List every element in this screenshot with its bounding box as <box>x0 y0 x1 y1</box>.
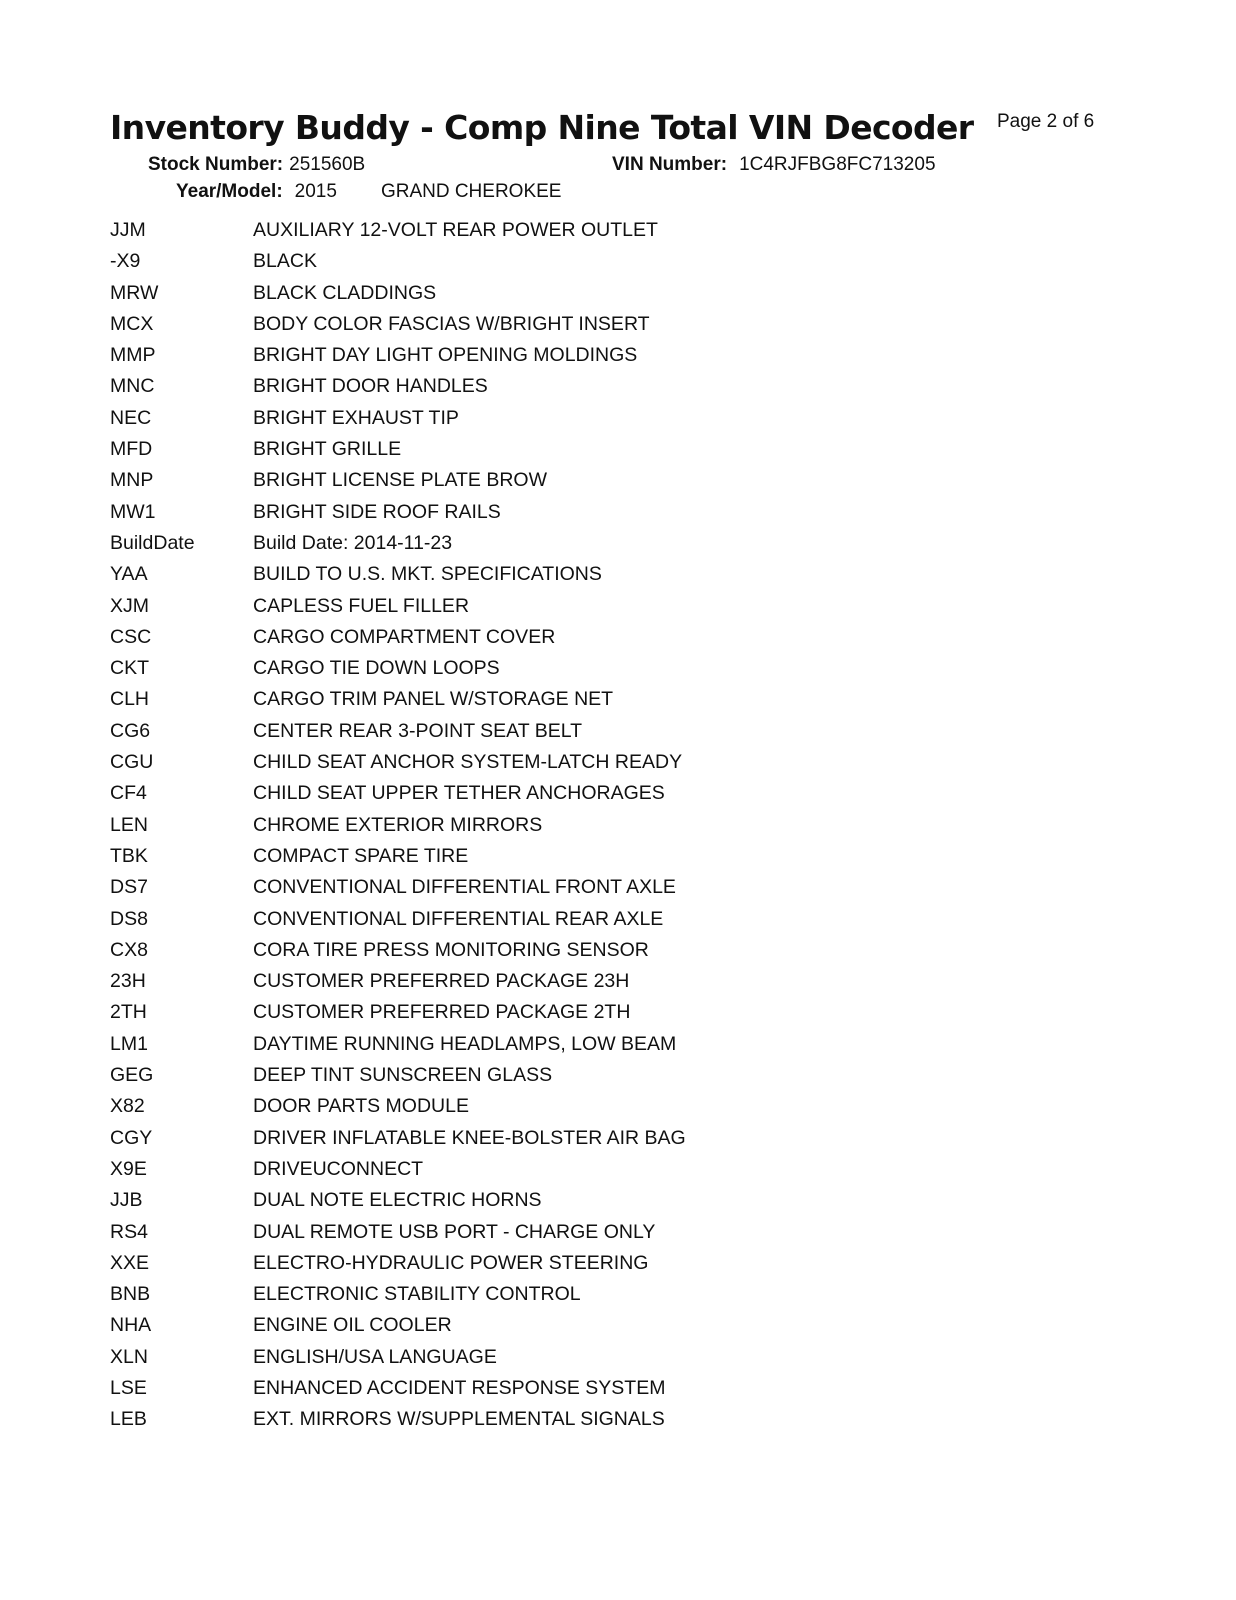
option-description: CAPLESS FUEL FILLER <box>253 594 470 617</box>
list-item <box>110 281 810 312</box>
option-description: BUILD TO U.S. MKT. SPECIFICATIONS <box>253 563 602 586</box>
list-item <box>110 249 810 280</box>
option-code: MFD <box>110 438 153 461</box>
option-code: RS4 <box>110 1220 148 1243</box>
list-item <box>110 1126 810 1157</box>
option-code: LSE <box>110 1376 147 1399</box>
list-item <box>110 687 810 718</box>
option-code: CG6 <box>110 719 151 742</box>
vin-number-label: VIN Number: <box>612 154 728 175</box>
option-code: 23H <box>110 970 146 993</box>
option-code: MNC <box>110 375 155 398</box>
option-description: CARGO TRIM PANEL W/STORAGE NET <box>253 688 614 711</box>
list-item <box>110 1313 810 1344</box>
option-description: ENHANCED ACCIDENT RESPONSE SYSTEM <box>253 1376 666 1399</box>
list-item <box>110 938 810 969</box>
list-item <box>110 406 810 437</box>
option-description: ENGINE OIL COOLER <box>253 1314 452 1337</box>
option-code: MNP <box>110 469 154 492</box>
list-item <box>110 1251 810 1282</box>
list-item <box>110 969 810 1000</box>
option-code: NEC <box>110 406 152 429</box>
option-code: LEB <box>110 1408 147 1431</box>
option-code: JJB <box>110 1189 143 1212</box>
list-item <box>110 1220 810 1251</box>
list-item <box>110 844 810 875</box>
option-description: COMPACT SPARE TIRE <box>253 844 469 867</box>
option-description: CONVENTIONAL DIFFERENTIAL FRONT AXLE <box>253 876 676 899</box>
list-item <box>110 1376 810 1407</box>
option-description: ENGLISH/USA LANGUAGE <box>253 1345 497 1368</box>
year-value: 2015 <box>294 181 337 202</box>
option-description: CARGO TIE DOWN LOOPS <box>253 657 500 680</box>
option-description: BRIGHT GRILLE <box>253 438 402 461</box>
list-item <box>110 875 810 906</box>
vin-number <box>612 154 936 176</box>
vin-number-value: 1C4RJFBG8FC713205 <box>739 154 936 175</box>
option-description: CORA TIRE PRESS MONITORING SENSOR <box>253 938 649 961</box>
option-code: DS8 <box>110 907 148 930</box>
option-code: JJM <box>110 219 146 241</box>
list-item <box>110 719 810 750</box>
option-description: DUAL REMOTE USB PORT - CHARGE ONLY <box>253 1220 656 1243</box>
list-item <box>110 343 810 374</box>
option-description: DEEP TINT SUNSCREEN GLASS <box>253 1064 553 1087</box>
list-item <box>110 1282 810 1313</box>
list-item <box>110 594 810 625</box>
option-code: LM1 <box>110 1032 148 1055</box>
option-code: MW1 <box>110 500 156 523</box>
list-item <box>110 468 810 499</box>
page-number: Page 2 of 6 <box>997 111 1095 132</box>
model-value: GRAND CHEROKEE <box>380 181 562 202</box>
option-code: CGY <box>110 1126 153 1149</box>
option-description: BRIGHT SIDE ROOF RAILS <box>253 500 501 523</box>
option-code: MRW <box>110 281 159 304</box>
option-description: DRIVER INFLATABLE KNEE-BOLSTER AIR BAG <box>253 1126 686 1149</box>
option-description: CHROME EXTERIOR MIRRORS <box>253 813 543 836</box>
stock-number-label: Stock Number: <box>148 154 284 175</box>
option-code: BuildDate <box>110 531 195 554</box>
year-model-label: Year/Model: <box>176 181 283 202</box>
list-item <box>110 531 810 562</box>
list-item <box>110 1345 810 1376</box>
list-item <box>110 1407 810 1438</box>
option-code: TBK <box>110 844 148 867</box>
option-code: NHA <box>110 1314 152 1337</box>
option-code: LEN <box>110 813 148 836</box>
option-description: CONVENTIONAL DIFFERENTIAL REAR AXLE <box>253 907 664 930</box>
option-code: MMP <box>110 344 156 367</box>
list-item <box>110 374 810 405</box>
list-item <box>110 1063 810 1094</box>
option-code: CSC <box>110 625 152 648</box>
option-description: Build Date: 2014-11-23 <box>253 531 453 554</box>
option-description: CUSTOMER PREFERRED PACKAGE 23H <box>253 970 630 993</box>
option-code: CGU <box>110 751 154 774</box>
option-code: XJM <box>110 594 149 617</box>
list-item <box>110 1188 810 1219</box>
option-description: DUAL NOTE ELECTRIC HORNS <box>253 1189 542 1212</box>
option-description: BLACK <box>253 250 317 273</box>
option-description: DOOR PARTS MODULE <box>253 1095 469 1118</box>
option-code: 2TH <box>110 1001 147 1024</box>
option-code: X9E <box>110 1157 147 1180</box>
year-model <box>176 181 561 203</box>
option-code: DS7 <box>110 876 148 899</box>
list-item <box>110 562 810 593</box>
option-code: CLH <box>110 688 150 711</box>
option-description: CUSTOMER PREFERRED PACKAGE 2TH <box>253 1001 631 1024</box>
option-code: CF4 <box>110 782 147 805</box>
list-item <box>110 1032 810 1063</box>
option-description: BRIGHT LICENSE PLATE BROW <box>253 469 548 492</box>
option-code: YAA <box>110 563 148 586</box>
option-code: CKT <box>110 657 149 680</box>
list-item <box>110 1094 810 1125</box>
list-item <box>110 907 810 938</box>
list-item <box>110 500 810 531</box>
option-description: BLACK CLADDINGS <box>253 281 437 304</box>
option-code-list <box>110 218 810 1439</box>
option-description: CHILD SEAT UPPER TETHER ANCHORAGES <box>253 782 665 805</box>
stock-number-value: 251560B <box>289 154 366 175</box>
list-item <box>110 813 810 844</box>
option-description: ELECTRO-HYDRAULIC POWER STEERING <box>253 1251 649 1274</box>
option-description: CARGO COMPARTMENT COVER <box>253 625 556 648</box>
option-code: CX8 <box>110 938 148 961</box>
option-description: BRIGHT DOOR HANDLES <box>253 375 488 398</box>
option-description: BODY COLOR FASCIAS W/BRIGHT INSERT <box>253 312 650 335</box>
option-code: XXE <box>110 1251 150 1274</box>
list-item <box>110 781 810 812</box>
option-description: EXT. MIRRORS W/SUPPLEMENTAL SIGNALS <box>253 1408 665 1431</box>
option-code: BNB <box>110 1283 151 1306</box>
option-description: CHILD SEAT ANCHOR SYSTEM-LATCH READY <box>253 751 683 774</box>
list-item <box>110 218 810 249</box>
list-item <box>110 625 810 656</box>
list-item <box>110 750 810 781</box>
option-description: DAYTIME RUNNING HEADLAMPS, LOW BEAM <box>253 1032 677 1055</box>
option-description: ELECTRONIC STABILITY CONTROL <box>253 1283 581 1306</box>
page-title: Inventory Buddy - Comp Nine Total VIN Decoder <box>110 108 974 147</box>
option-code: XLN <box>110 1345 148 1368</box>
option-code: MCX <box>110 312 154 335</box>
list-item <box>110 312 810 343</box>
option-code: X82 <box>110 1095 145 1118</box>
option-code: -X9 <box>110 250 141 273</box>
option-code: GEG <box>110 1064 154 1087</box>
option-description: BRIGHT EXHAUST TIP <box>253 406 459 429</box>
list-item <box>110 656 810 687</box>
option-description: AUXILIARY 12-VOLT REAR POWER OUTLET <box>253 219 658 241</box>
option-description: CENTER REAR 3-POINT SEAT BELT <box>253 719 583 742</box>
option-description: BRIGHT DAY LIGHT OPENING MOLDINGS <box>253 344 638 367</box>
list-item <box>110 1000 810 1031</box>
stock-number <box>148 154 365 176</box>
list-item <box>110 1157 810 1188</box>
option-description: DRIVEUCONNECT <box>253 1157 424 1180</box>
list-item <box>110 437 810 468</box>
